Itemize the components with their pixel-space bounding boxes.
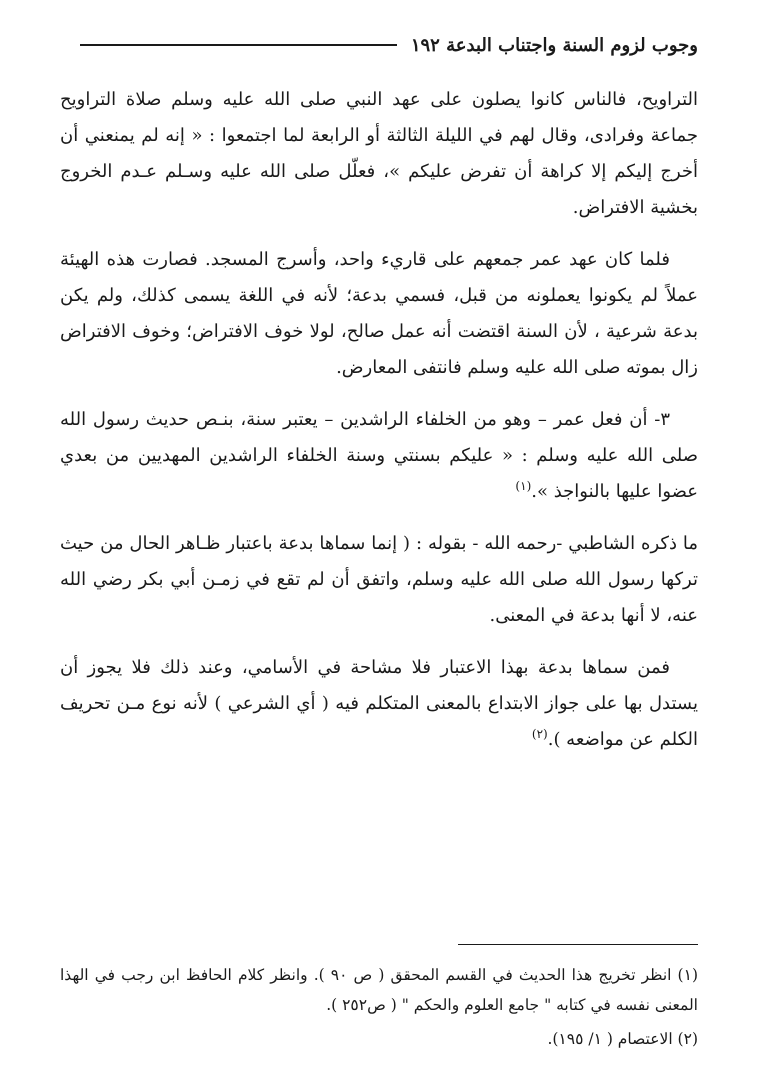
paragraph-1 bbox=[60, 82, 698, 226]
footnote-ref-2[interactable]: (٢) bbox=[531, 727, 548, 741]
paragraph-text: ٣- أن فعل عمر – وهو من الخلفاء الراشدين – يعتبر سنة، بنـص حديث رسول الله صلى الله عليه وسلم : « عليكم بسنتي وسنة الخلفاء الراشدين المهديين من بعدي عضوا عليها بالنواجذ ». bbox=[60, 409, 698, 502]
footnotes bbox=[60, 960, 698, 1058]
page-header bbox=[80, 30, 698, 60]
paragraph-text: التراويح، فالناس كانوا يصلون على عهد النبي صلى الله عليه وسلم صلاة التراويح جماعة وفرادى، وقال لهم في الليلة الثالثة أو الرابعة لما اجتمعوا : « إنه لم يمنعني أن أخرج إليكم إلا كراهة أن تفرض عليكم »، فعلّل صلى الله عليه وسـلم عـدم الخروج بخشية الافتراض. bbox=[60, 89, 698, 218]
footnote-ref-1[interactable]: (١) bbox=[515, 479, 532, 493]
header-rule bbox=[80, 44, 397, 46]
footnote-1: (١) انظر تخريج هذا الحديث في القسم المحقق ( ص ٩٠ ). وانظر كلام الحافظ ابن رجب في الهذا المعنى نفسه في كتابه " جامع العلوم والحكم " ( ص٢٥٢ ). bbox=[60, 966, 698, 1014]
paragraph-5 bbox=[60, 650, 698, 758]
paragraph-4 bbox=[60, 526, 698, 634]
footnote-2: (٢) الاعتصام ( ١/ ١٩٥). bbox=[547, 1030, 698, 1048]
paragraph-2 bbox=[60, 242, 698, 386]
paragraph-text: ما ذكره الشاطبي -رحمه الله - بقوله : ( إنما سماها بدعة باعتبار ظـاهر الحال من حيث تركها رسول الله صلى الله عليه وسلم، واتفق أن لم تقع في زمـن أبي بكر رضي الله عنه، لا أنها بدعة في المعنى. bbox=[60, 533, 698, 626]
running-title: وجوب لزوم السنة واجتناب البدعة ١٩٢ bbox=[410, 34, 698, 56]
paragraph-3 bbox=[60, 402, 698, 510]
main-text bbox=[60, 82, 698, 774]
footnote-separator bbox=[458, 944, 698, 945]
paragraph-text: فلما كان عهد عمر جمعهم على قاريء واحد، وأسرج المسجد. فصارت هذه الهيئة عملاً لم يكونوا يعملونه من قبل، فسمي بدعة؛ لأنه في اللغة يسمى كذلك، ولم يكن بدعة شرعية ، لأن السنة اقتضت أنه عمل صالح، لولا خوف الافتراض؛ وخوف الافتراض زال بموته صلى الله عليه وسلم فانتفى المعارض. bbox=[60, 249, 698, 378]
paragraph-text: فمن سماها بدعة بهذا الاعتبار فلا مشاحة في الأسامي، وعند ذلك فلا يجوز أن يستدل بها على جواز الابتداع بالمعنى المتكلم فيه ( أي الشرعي ) لأنه نوع مـن تحريف الكلم عن مواضعه ). bbox=[60, 657, 698, 750]
